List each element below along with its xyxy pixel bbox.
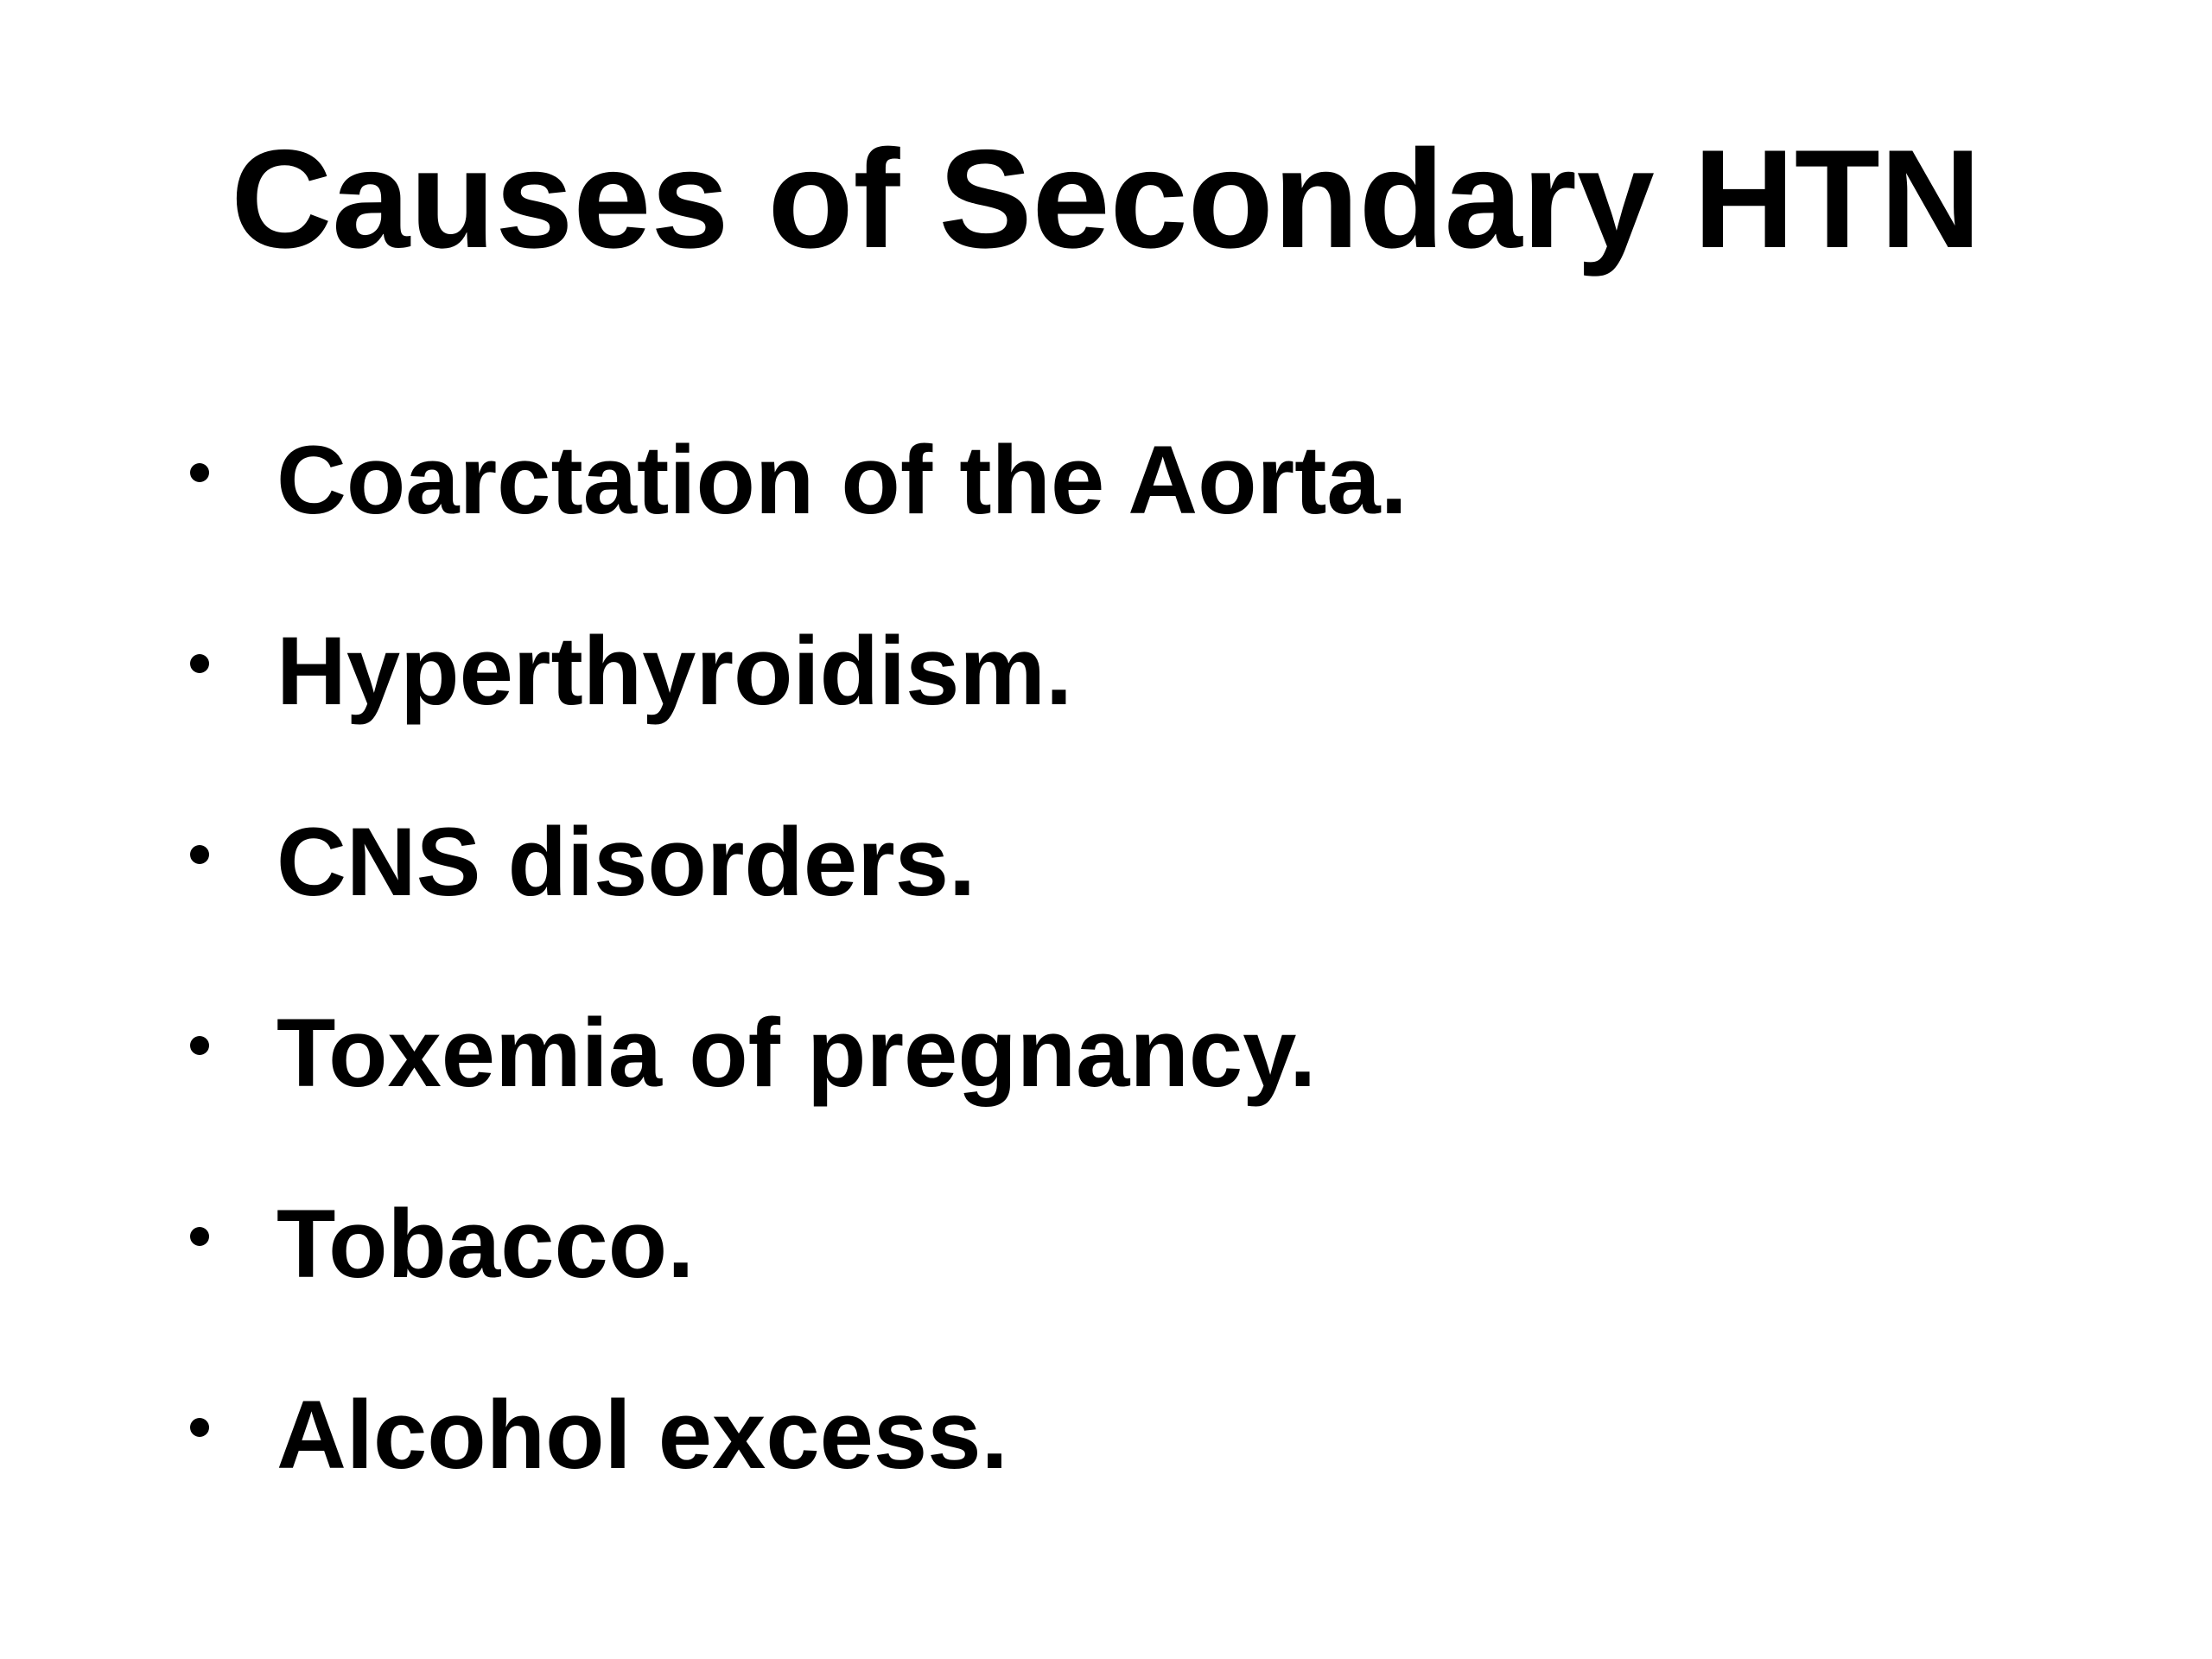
bullet-text: CNS disorders. (276, 808, 976, 916)
bullet-dot-icon (190, 654, 209, 673)
bullet-text: Tobacco. (276, 1190, 695, 1298)
bullet-text: Alcohol excess. (276, 1381, 1008, 1489)
bullet-dot-icon (190, 845, 209, 864)
bullet-text: Toxemia of pregnancy. (276, 999, 1317, 1107)
bullet-dot-icon (190, 1036, 209, 1055)
slide-title: Causes of Secondary HTN (231, 121, 1981, 277)
bullet-dot-icon (190, 1227, 209, 1246)
bullet-text: Coarctation of the Aorta. (276, 426, 1408, 534)
bullet-dot-icon (190, 1418, 209, 1437)
bullet-text: Hyperthyroidism. (276, 617, 1073, 725)
bullet-dot-icon (190, 463, 209, 482)
